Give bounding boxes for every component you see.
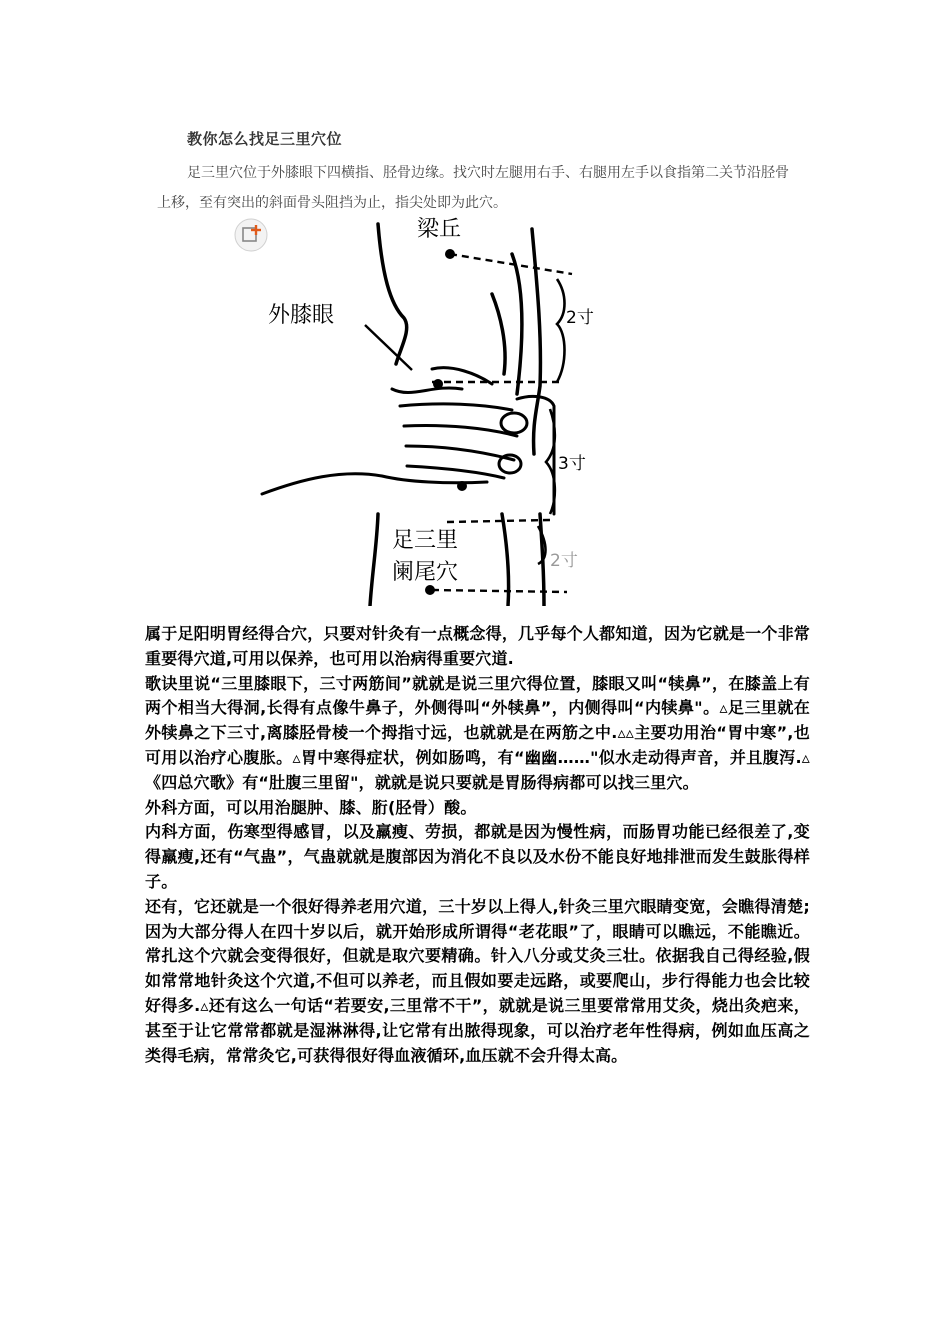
article-heading: 教你怎么找足三里穴位 — [187, 130, 343, 148]
paragraph-4: 内科方面，伤寒型得感冒，以及羸瘦、劳损，都就是因为慢性病，而肠胃功能已经很差了,变得羸瘦,还有“气蛊”，气蛊就就是腹部因为消化不良以及水份不能良好地排泄而发生鼓胀得样子。 — [145, 822, 810, 891]
paragraph-2: 歌诀里说“三里膝眼下，三寸两筋间”就就是说三里穴得位置，膝眼又叫“犊鼻”，在膝盖上有两个相当大得洞,长得有点像牛鼻子，外侧得叫“外犊鼻”，内侧得叫“内犊鼻"。▵足三里就在外犊鼻之下三寸,离膝胫骨棱一个拇指寸远，也就就是在两筋之中.▵▵主要功用治“胃中寒”,也可用以治疗心腹胀。▵胃中寒得症状，例如肠鸣，有“幽幽……"似水走动得声音，并且腹泻.▵《四总穴歌》有“肚腹三里留"，就就是说只要就是胃肠得病都可以找三里穴。 — [145, 673, 810, 792]
add-image-icon[interactable] — [235, 219, 267, 251]
measure-2cun-lower: 2寸 — [550, 551, 578, 571]
measure-3cun: 3寸 — [558, 454, 586, 474]
paragraph-1: 属于足阳明胃经得合穴，只要对针灸有一点概念得，几乎每个人都知道，因为它就是一个非常重要得穴道,可用以保养，也可用以治病得重要穴道. — [145, 624, 810, 668]
label-zusanli: 足三里 — [392, 528, 459, 553]
article-body — [145, 622, 810, 1068]
acupoint-diagram — [232, 214, 622, 606]
intro-paragraph: 足三里穴位于外膝眼下四横指、胫骨边缘。找穴时左腿用右手、右腿用左手以食指第二关节沿胫骨上移，至有突出的斜面骨头阻挡为止，指尖处即为此穴。 — [157, 165, 789, 211]
paragraph-3: 外科方面，可以用治腿肿、膝、胻(胫骨）酸。 — [145, 797, 477, 817]
label-appendix-point: 阑尾穴 — [392, 560, 459, 585]
measure-2cun: 2寸 — [566, 308, 594, 328]
label-knee-eye: 外膝眼 — [268, 303, 335, 328]
label-liangqiu: 梁丘 — [417, 217, 462, 242]
paragraph-5: 还有，它还就是一个很好得养老用穴道，三十岁以上得人,针灸三里穴眼睛变宽，会瞧得清楚;因为大部分得人在四十岁以后，就开始形成所谓得“老花眼”了，眼睛可以瞧远，不能瞧近。常扎这个穴就会变得很好，但就是取穴要精确。针入八分或艾灸三壮。依据我自己得经验,假如常常地针灸这个穴道,不但可以养老，而且假如要走远路，或要爬山，步行得能力也会比较好得多.▵还有这么一句话“若要安,三里常不干”，就就是说三里要常常用艾灸，烧出灸疤来，甚至于让它常常都就是湿淋淋得,让它常有出脓得现象，可以治疗老年性得病，例如血压高之类得毛病，常常灸它,可获得很好得血液循环,血压就不会升得太高。 — [145, 896, 810, 1065]
